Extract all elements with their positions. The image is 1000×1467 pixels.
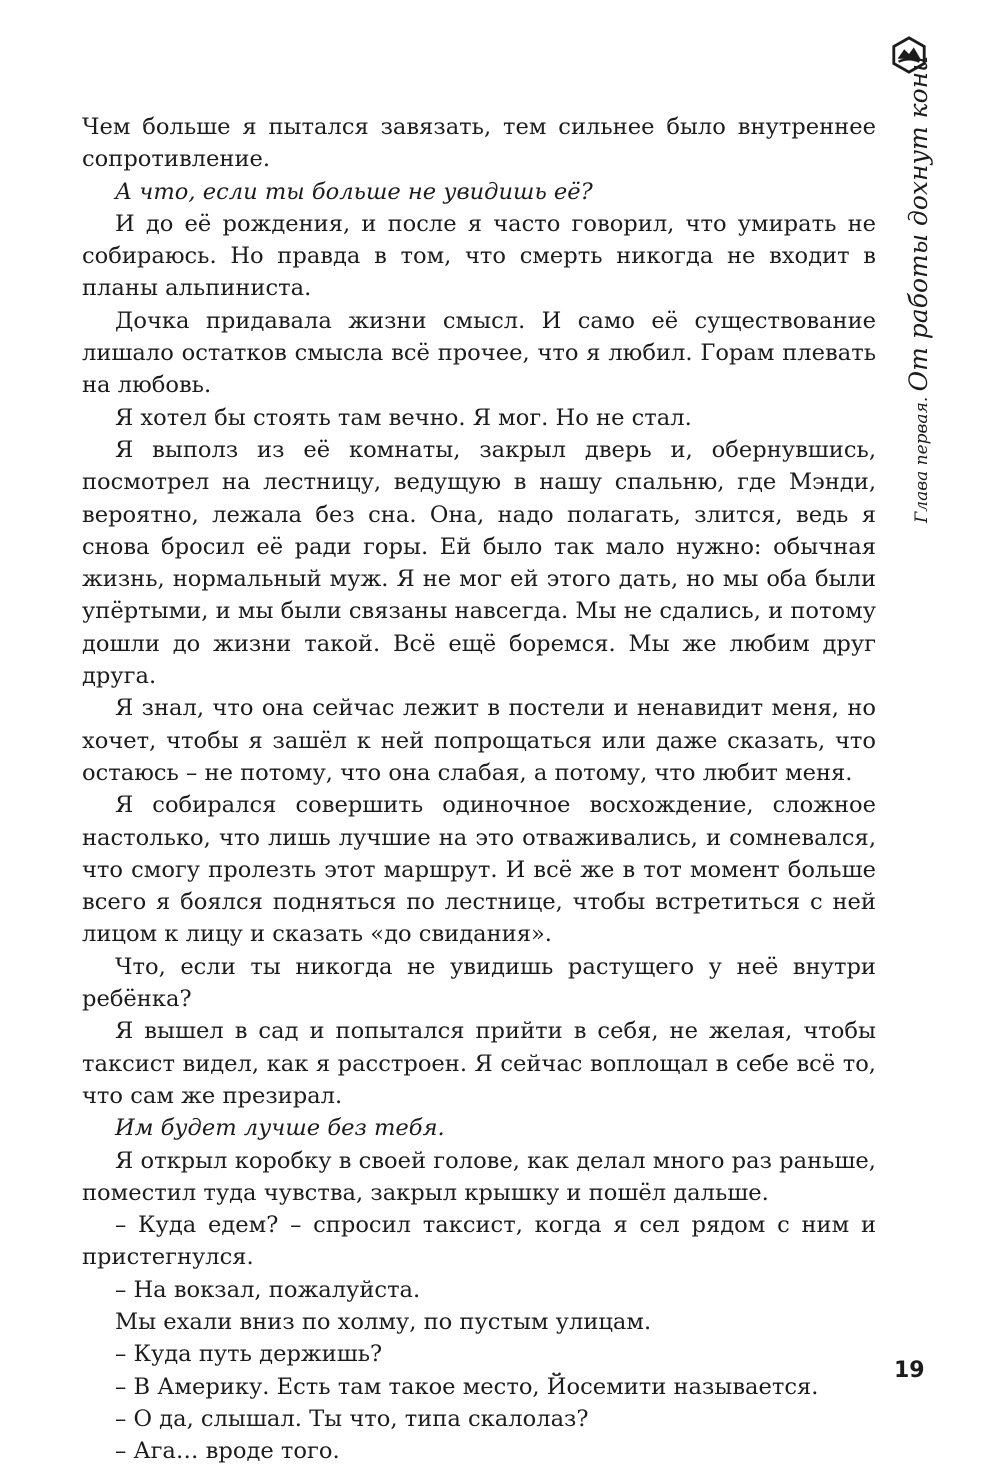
running-head xyxy=(906,56,931,523)
paragraph: И до её рождения, и после я часто говорил, что умирать не собираюсь. Но правда в том, что смерть никогда не входит в планы альпиниста. xyxy=(82,210,876,302)
paragraph-italic: Им будет лучше без тебя. xyxy=(115,1115,445,1142)
paragraph: Я выполз из её комнаты, закрыл дверь и, обернувшись, посмотрел на лестницу, ведущую в нашу спальню, где Мэнди, вероятно, лежала без сна. Она, надо полагать, злится, ведь я снова бросил её ради горы. Ей было так мало нужно: обычная жизнь, нормальный муж. Я не мог ей этого дать, но мы оба были упёртыми, и мы были связаны навсегда. Мы не сдались, и потому дошли до жизни такой. Всё ещё боремся. Мы же любим друг друга. xyxy=(82,436,876,690)
paragraph: Мы ехали вниз по холму, по пустым улицам. xyxy=(115,1308,652,1335)
dialogue-line: – Ага… вроде того. xyxy=(115,1438,340,1465)
paragraph: Я собирался совершить одиночное восхождение, сложное настолько, что лишь лучшие на это отваживались, и сомневался, что смогу пролезть этот маршрут. И всё же в тот момент больше всего я боялся подняться по лестнице, чтобы встретиться с ней лицом к лицу и сказать «до свидания». xyxy=(82,792,876,948)
paragraph: Я хотел бы стоять там вечно. Я мог. Но не стал. xyxy=(115,404,692,431)
running-head-title: От работы дохнут кони xyxy=(904,55,933,392)
paragraph: Дочка придавала жизни смысл. И само её существование лишало остатков смысла всё прочее, что я любил. Горам плевать на любовь. xyxy=(82,307,876,399)
paragraph-italic: А что, если ты больше не увидишь её? xyxy=(115,178,593,205)
dialogue-line: – На вокзал, пожалуйста. xyxy=(115,1276,421,1303)
running-head-chapter: Глава первая. xyxy=(912,396,932,523)
paragraph: Я знал, что она сейчас лежит в постели и ненавидит меня, но хочет, чтобы я зашёл к ней попрощаться или даже сказать, что остаюсь – не потому, что она слабая, а потому, что любит меня. xyxy=(82,695,876,786)
paragraph: Я открыл коробку в своей голове, как делал много раз раньше, поместил туда чувства, закрыл крышку и пошёл дальше. xyxy=(82,1147,876,1206)
dialogue-line: – В Америку. Есть там такое место, Йосемити называется. xyxy=(115,1373,819,1400)
dialogue-line: – О да, слышал. Ты что, типа скалолаз? xyxy=(115,1405,589,1432)
dialogue-line: – Куда путь держишь? xyxy=(115,1341,383,1368)
body-text xyxy=(82,111,876,1467)
page-number: 19 xyxy=(894,1358,925,1383)
paragraph: Чем больше я пытался завязать, тем сильнее было внутреннее сопротивление. xyxy=(82,114,876,173)
paragraph: Что, если ты никогда не увидишь растущего у неё внутри ребёнка? xyxy=(82,953,876,1013)
dialogue-line: – Куда едем? – спросил таксист, когда я сел рядом с ним и пристегнулся. xyxy=(82,1212,876,1271)
paragraph: Я вышел в сад и попытался прийти в себя, не желая, чтобы таксист видел, как я расстроен. Я сейчас воплощал в себе всё то, что сам же презирал. xyxy=(82,1018,876,1109)
